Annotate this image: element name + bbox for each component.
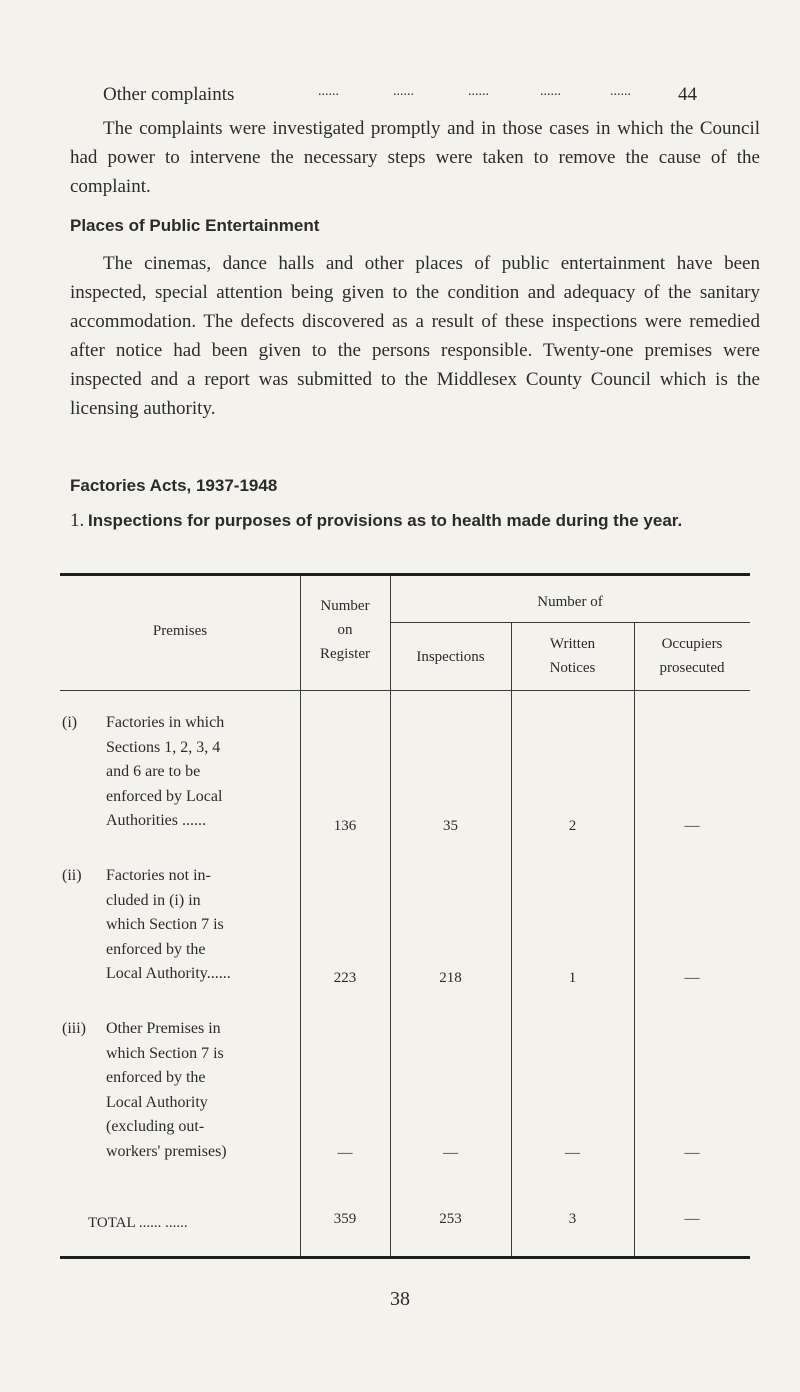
factories-acts-heading: Factories Acts, 1937-1948 (70, 476, 278, 495)
total-inspections: 253 (439, 1211, 462, 1227)
header-register-line1: Number (320, 598, 370, 614)
row-inspections: 35 (443, 818, 458, 834)
item-heading-text: Inspections for purposes of provisions as to health made during the year. (88, 511, 683, 530)
desc-line: Authorities ...... (106, 812, 206, 829)
header-occupiers-prosecuted (634, 632, 750, 680)
leader-dot-group: ...... (468, 84, 489, 99)
row-description (106, 864, 302, 987)
total-register: 359 (333, 1211, 357, 1227)
row-description (106, 711, 302, 834)
header-register-line2: on (337, 622, 353, 638)
leader-dot-group: ...... (540, 84, 561, 99)
header-bottom-rule (60, 690, 750, 691)
leader-dot-group: ...... (393, 84, 414, 99)
desc-line: enforced by the (106, 1069, 206, 1086)
header-written-notices (511, 632, 634, 680)
desc-line: cluded in (i) in (106, 891, 201, 909)
header-number-of: Number of (537, 594, 603, 610)
desc-line: which Section 7 is (106, 1044, 224, 1062)
header-written-line1: Written (549, 636, 596, 652)
desc-line: Local Authority...... (106, 965, 231, 982)
number-of-underline (390, 622, 750, 623)
desc-line: Other Premises in (106, 1020, 221, 1037)
row-inspections: — (443, 1145, 458, 1161)
row-occupiers-prosecuted: — (684, 1145, 700, 1161)
header-written-line2: Notices (549, 660, 596, 676)
total-label: TOTAL ...... ...... (88, 1215, 188, 1231)
table-top-rule (60, 573, 750, 576)
desc-line: and 6 are to be (106, 763, 201, 780)
total-written-notices: 3 (568, 1211, 577, 1227)
desc-line: enforced by the (106, 940, 206, 958)
header-premises: Premises (152, 623, 208, 639)
leader-dot-group: ...... (318, 84, 339, 99)
row-roman-numeral: (iii) (62, 1020, 86, 1037)
desc-line: Sections 1, 2, 3, 4 (106, 738, 221, 756)
header-occupiers-line1: Occupiers (661, 636, 723, 652)
row-written-notices: 1 (568, 970, 577, 986)
complaints-paragraph: The complaints were investigated promptly and in those cases in which the Council had power to intervene the necessary steps were taken to remove the cause of the complaint. (70, 118, 760, 197)
other-complaints-value: 44 (678, 84, 697, 105)
row-description (106, 1017, 302, 1164)
row-register: 223 (333, 970, 357, 986)
public-entertainment-paragraph: The cinemas, dance halls and other places of public entertainment have been inspected, special attention being given to the condition and adequacy of the sanitary accommodation. The defects discovered as a result of these inspections were remedied after notice had been given to the persons responsible. Twenty-one premises were inspected and a report was submitted to the Middlesex County Council which is the licensing authority. (70, 253, 760, 419)
row-roman-numeral: (ii) (62, 867, 82, 884)
row-occupiers-prosecuted: — (684, 818, 700, 834)
header-register (300, 594, 390, 666)
item-number: 1. (70, 510, 85, 531)
row-occupiers-prosecuted: — (684, 970, 700, 986)
row-register: — (337, 1145, 353, 1161)
table-bottom-rule (60, 1256, 750, 1259)
row-register: 136 (333, 818, 357, 834)
public-entertainment-heading: Places of Public Entertainment (70, 216, 320, 235)
row-written-notices: — (565, 1145, 580, 1161)
row-inspections: 218 (439, 970, 462, 986)
desc-line: (excluding out- (106, 1118, 205, 1135)
desc-line: Factories in which (106, 714, 225, 731)
header-register-line3: Register (320, 646, 370, 662)
row-roman-numeral: (i) (62, 714, 78, 731)
row-written-notices: 2 (568, 818, 577, 834)
page-number: 38 (390, 1288, 410, 1310)
desc-line: Factories not in- (106, 867, 211, 884)
total-occupiers-prosecuted: — (684, 1211, 700, 1227)
leader-dot-group: ...... (610, 84, 631, 99)
header-occupiers-line2: prosecuted (659, 660, 725, 676)
desc-line: enforced by Local (106, 787, 223, 805)
other-complaints-label: Other complaints (103, 84, 235, 105)
desc-line: Local Authority (106, 1093, 208, 1111)
header-inspections: Inspections (416, 649, 485, 665)
desc-line: which Section 7 is (106, 916, 224, 933)
desc-line: workers' premises) (106, 1142, 227, 1160)
